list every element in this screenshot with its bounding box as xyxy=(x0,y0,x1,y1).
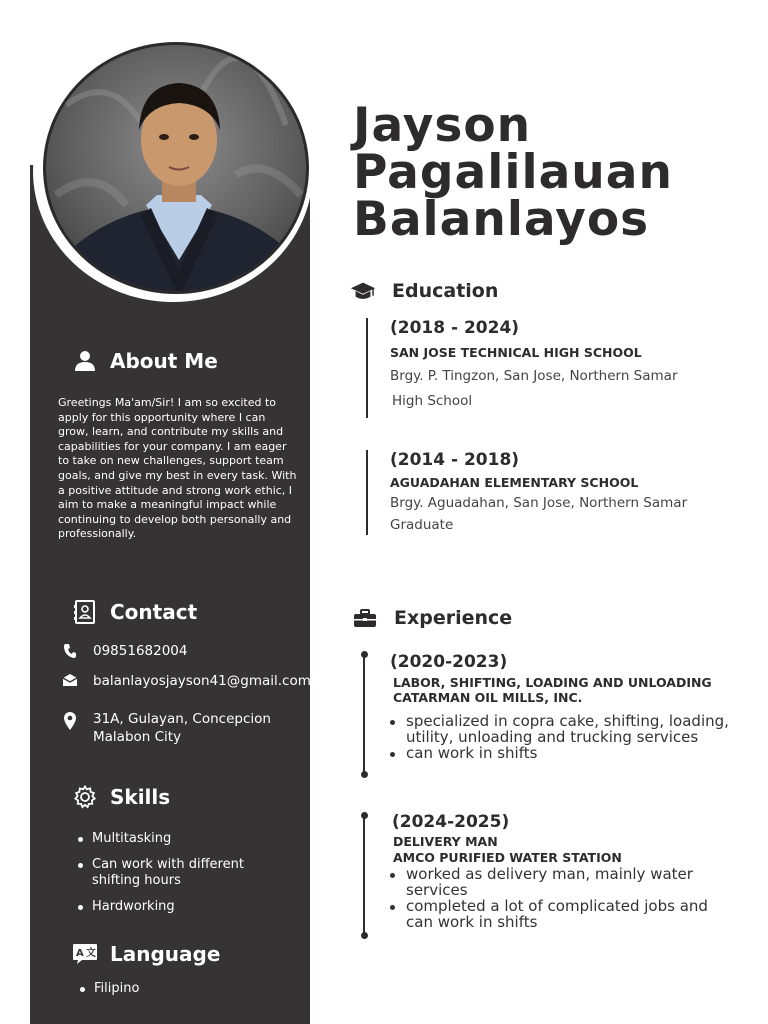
experience-heading xyxy=(352,605,512,631)
briefcase-icon xyxy=(352,605,378,631)
language-heading xyxy=(72,941,220,967)
education-address-2: Brgy. Aguadahan, San Jose, Northern Samar xyxy=(390,495,688,511)
location-pin-icon xyxy=(60,710,80,731)
experience-bullet: can work in shifts xyxy=(390,746,730,762)
experience-timeline-end-1 xyxy=(361,771,368,778)
experience-heading-text: Experience xyxy=(394,607,513,629)
language-list xyxy=(78,981,139,1007)
experience-role-1: LABOR, SHIFTING, LOADING AND UNLOADING xyxy=(393,675,712,690)
skills-heading-text: Skills xyxy=(110,785,171,809)
graduation-cap-icon xyxy=(350,278,376,304)
experience-bullets-2 xyxy=(390,867,730,931)
experience-timeline-2 xyxy=(363,816,365,936)
last-name: Balanlayos xyxy=(353,192,650,247)
experience-role-2: DELIVERY MAN xyxy=(393,834,498,849)
experience-bullet: completed a lot of complicated jobs and can work in shifts xyxy=(390,899,730,930)
experience-company-2: AMCO PURIFIED WATER STATION xyxy=(393,850,622,865)
education-school-1: SAN JOSE TECHNICAL HIGH SCHOOL xyxy=(390,345,642,360)
experience-timeline-1 xyxy=(363,655,365,775)
phone-icon xyxy=(60,642,80,659)
skills-heading xyxy=(72,784,170,810)
translate-icon xyxy=(72,941,98,967)
education-address-1: Brgy. P. Tingzon, San Jose, Northern Samar xyxy=(390,368,678,384)
experience-timeline-end-2 xyxy=(361,932,368,939)
contact-card-icon xyxy=(72,599,98,625)
skill-item: Hardworking xyxy=(76,899,266,915)
envelope-icon xyxy=(60,672,80,687)
education-years-1: (2018 - 2024) xyxy=(390,318,520,338)
phone-number[interactable]: 09851682004 xyxy=(93,643,188,659)
experience-years-2: (2024-2025) xyxy=(392,812,510,832)
profile-photo xyxy=(43,42,309,294)
gear-icon xyxy=(72,784,98,810)
user-icon xyxy=(72,348,98,374)
education-heading xyxy=(350,278,498,304)
education-timeline-1 xyxy=(366,318,368,418)
first-name: Jayson xyxy=(353,98,532,153)
education-level-2: Graduate xyxy=(390,517,454,533)
contact-heading xyxy=(72,599,197,625)
address-line-1: 31A, Gulayan, Concepcion xyxy=(93,711,271,727)
experience-years-1: (2020-2023) xyxy=(390,652,508,672)
middle-name: Pagalilauan xyxy=(353,145,673,200)
address-line-2: Malabon City xyxy=(93,729,182,745)
experience-bullets-1 xyxy=(390,714,730,763)
contact-heading-text: Contact xyxy=(110,600,198,624)
about-heading xyxy=(72,348,218,374)
language-heading-text: Language xyxy=(110,942,221,966)
about-heading-text: About Me xyxy=(110,349,218,373)
contact-email xyxy=(60,672,311,690)
skill-item: Multitasking xyxy=(76,831,266,847)
language-item: Filipino xyxy=(78,981,139,997)
skills-list xyxy=(76,831,266,925)
experience-company-1: CATARMAN OIL MILLS, INC. xyxy=(393,690,583,705)
contact-phone xyxy=(60,642,187,660)
education-school-2: AGUADAHAN ELEMENTARY SCHOOL xyxy=(390,475,639,490)
education-level-1: High School xyxy=(392,393,473,409)
svg-text:A: A xyxy=(76,948,84,959)
svg-text:文: 文 xyxy=(86,948,96,959)
experience-bullet: worked as delivery man, mainly water services xyxy=(390,867,730,898)
experience-bullet: specialized in copra cake, shifting, loading, utility, unloading and trucking services xyxy=(390,714,730,745)
education-timeline-2 xyxy=(366,450,368,535)
about-text: Greetings Ma'am/Sir! I am so excited to apply for this opportunity where I can grow, learn, and contribute my skills and capabilities for your company. I am eager to take on new challenges, support team goals, and give my best in every task. With a positive attitude and strong work ethic, I aim to make a meaningful impact while continuing to develop both personally and professionally. xyxy=(58,396,297,541)
education-heading-text: Education xyxy=(392,280,499,302)
skill-item: Can work with different shifting hours xyxy=(76,857,266,889)
contact-address xyxy=(60,710,271,746)
email-address[interactable]: balanlayosjayson41@gmail.com xyxy=(93,673,311,689)
education-years-2: (2014 - 2018) xyxy=(390,450,520,470)
full-name xyxy=(353,98,673,247)
